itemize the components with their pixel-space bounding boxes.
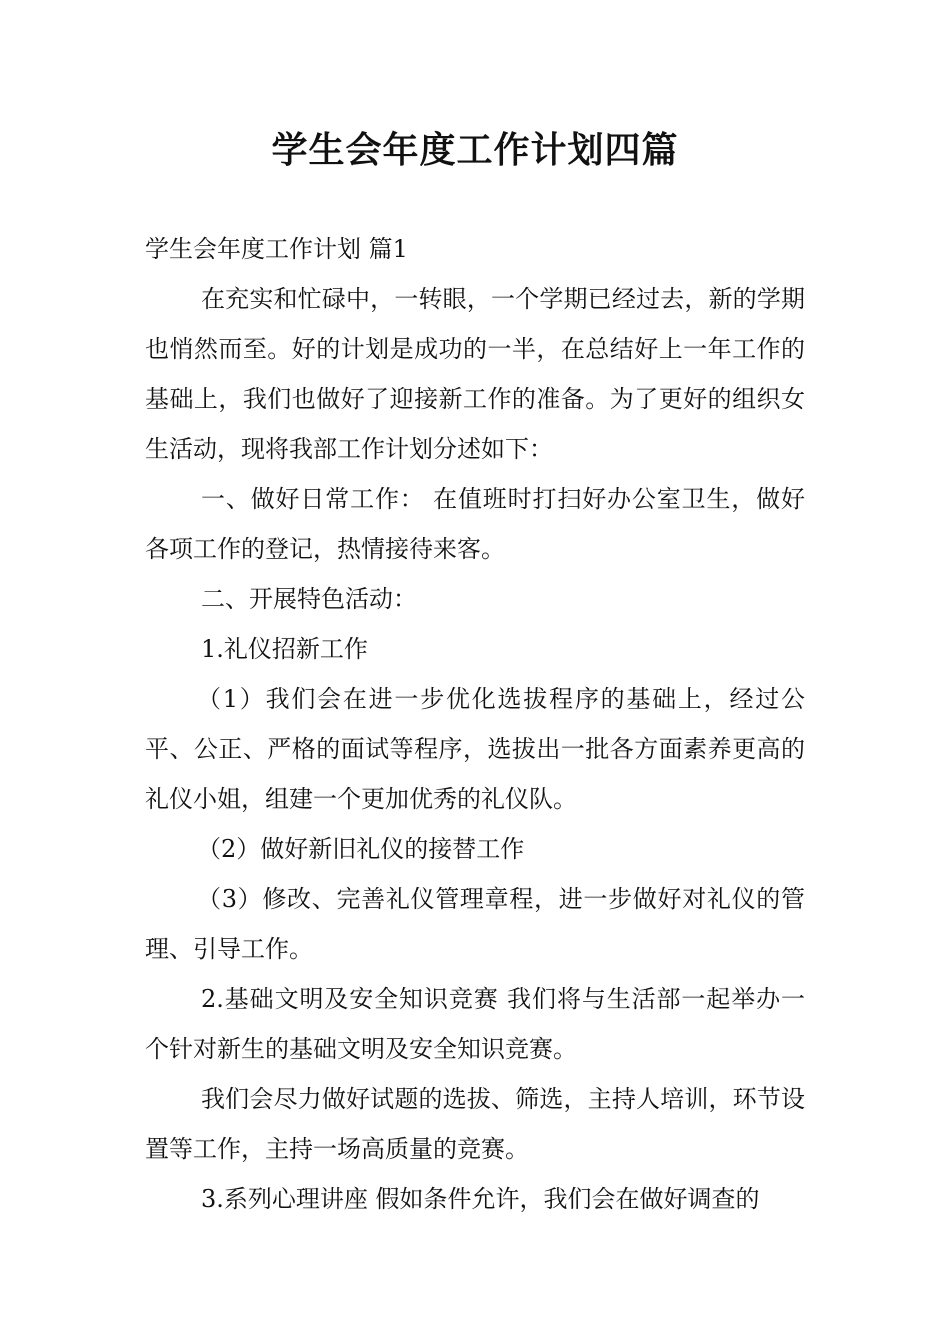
paragraph-etiquette-recruitment: 1.礼仪招新工作 <box>201 635 368 663</box>
paragraph-special-activities: 二、开展特色活动： <box>201 585 417 613</box>
paragraph-item-1: （1）我们会在进一步优化选拔程序的基础上，经过公平、公正、严格的面试等程序，选拔出一批各方面素养更高的礼仪小姐，组建一个更加优秀的礼仪队。 <box>145 685 805 813</box>
paragraph-psychology-lectures: 3.系列心理讲座 假如条件允许，我们会在做好调查的 <box>201 1185 760 1213</box>
paragraph-daily-work: 一、做好日常工作： 在值班时打扫好办公室卫生，做好各项工作的登记，热情接待来客。 <box>145 485 805 563</box>
paragraph-item-2: （2）做好新旧礼仪的接替工作 <box>197 835 525 863</box>
document-title: 学生会年度工作计划四篇 <box>271 129 679 171</box>
section-heading: 学生会年度工作计划 篇1 <box>145 235 408 263</box>
document-body <box>145 224 805 1224</box>
paragraph-competition-detail: 我们会尽力做好试题的选拔、筛选，主持人培训，环节设置等工作，主持一场高质量的竞赛。 <box>145 1085 805 1163</box>
paragraph-competition: 2.基础文明及安全知识竞赛 我们将与生活部一起举办一个针对新生的基础文明及安全知识竞赛。 <box>145 985 805 1063</box>
paragraph-intro: 在充实和忙碌中，一转眼，一个学期已经过去，新的学期也悄然而至。好的计划是成功的一半，在总结好上一年工作的基础上，我们也做好了迎接新工作的准备。为了更好的组织女生活动，现将我部工作计划分述如下： <box>145 285 805 463</box>
paragraph-item-3: （3）修改、完善礼仪管理章程，进一步做好对礼仪的管理、引导工作。 <box>145 885 805 963</box>
